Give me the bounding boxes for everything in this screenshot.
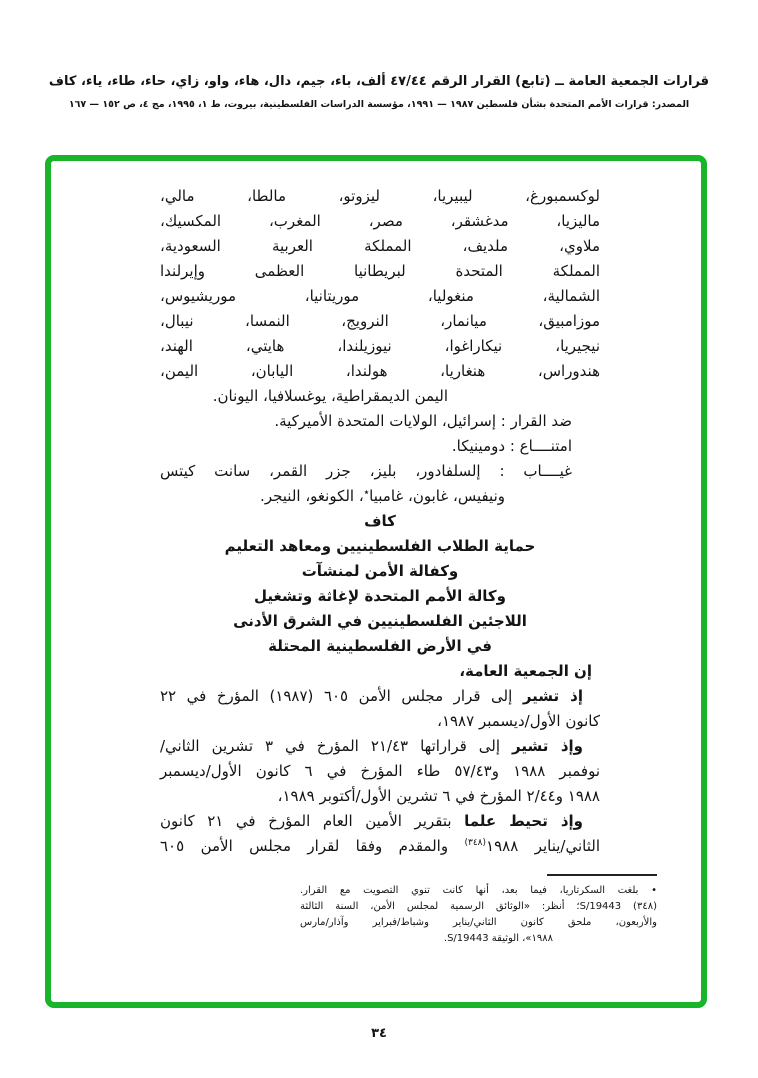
page-number: ٣٤	[371, 1026, 387, 1041]
vote-absent-countries: إلسلفادور، بليز، جزر القمر، سانت كيتس	[160, 462, 481, 480]
vote-absent-line-1	[160, 459, 572, 484]
vote-absent-label: غيــــاب	[523, 462, 572, 480]
footnotes	[300, 883, 657, 947]
in-favour-line: ملاوي، ملديف، المملكة العربية السعودية،	[160, 237, 600, 255]
recital-text: الثاني/يناير ١٩٨٨	[486, 837, 600, 855]
section-letter: كاف	[364, 512, 396, 530]
footnote-star	[300, 883, 657, 899]
recital-lead: وإذ تحيط علما	[464, 812, 584, 830]
in-favour-line: لوكسمبورغ، ليبيريا، ليزوتو، مالطا، مالي،	[160, 187, 600, 205]
resolution-title-line: في الأرض الفلسطينية المحتلة	[268, 637, 492, 655]
page-header-title: قرارات الجمعية العامة ــ (تابع) القرار الرقم ٤٧/٤٤ ألف، باء، جيم، دال، هاء، واو، زاي، حاء، طاء، ياء، كاف	[48, 74, 710, 89]
vote-abstain-line	[160, 434, 572, 459]
resolution-title-line: حماية الطلاب الفلسطينيين ومعاهد التعليم	[224, 537, 536, 555]
vote-against-countries: إسرائيل، الولايات المتحدة الأميركية.	[274, 412, 496, 430]
recital-2-line-1	[160, 734, 600, 759]
recital-3-line-2	[160, 834, 600, 859]
resolution-title-line: اللاجئين الفلسطينيين في الشرق الأدنى	[233, 612, 527, 630]
vote-abstain-label: امتنــــاع	[519, 437, 572, 455]
footnote-348-line-1: (٣٤٨) S/19443؛ أنظر: «الوثائق الرسمية لمجلس الأمن، السنة الثالثة	[300, 901, 657, 912]
resolution-title-line: وكفالة الأمن لمنشآت	[301, 562, 459, 580]
recital-lead: وإذ تشير	[512, 737, 583, 755]
in-favour-line: ماليزيا، مدغشقر، مصر، المغرب، المكسيك،	[160, 212, 600, 230]
recital-1-line-1	[160, 684, 600, 709]
in-favour-line: موزامبيق، ميانمار، النرويج، النمسا، نيبال،	[160, 312, 600, 330]
vote-separator: :	[496, 412, 511, 430]
recital-2-line-2: نوفمبر ١٩٨٨ و٥٧/٤٣ طاء المؤرخ في ٦ كانون الأول/ديسمبر	[160, 762, 600, 780]
page-header-source: المصدر: قرارات الأمم المتحدة بشأن فلسطين ١٩٨٧ — ١٩٩١، مؤسسة الدراسات الفلسطينية، بيروت، ط ١، ١٩٩٥، مج ٤، ص ١٥٢ — ١٦٧	[68, 99, 690, 110]
footnote-348-line-3: ١٩٨٨»، الوثيقة S/19443.	[443, 933, 553, 944]
footnote-bullet-icon: •	[651, 885, 657, 896]
footnote-reference-348: (٣٤٨)	[464, 838, 487, 848]
document-body	[160, 184, 600, 859]
in-favour-line: الشمالية، منغوليا، موريتانيا، موريشيوس،	[160, 287, 600, 305]
vote-separator: :	[480, 462, 524, 480]
preamble-intro: إن الجمعية العامة،	[459, 662, 592, 680]
recital-text: والمقدم وفقا لقرار مجلس الأمن ٦٠٥	[160, 837, 465, 855]
footnote-divider	[547, 874, 657, 876]
in-favour-line: نيجيريا، نيكاراغوا، نيوزيلندا، هايتي، الهند،	[160, 337, 600, 355]
recital-2-line-3: ١٩٨٨ و٢/٤٤ المؤرخ في ٦ تشرين الأول/أكتوبر ١٩٨٩،	[277, 787, 600, 805]
recital-1-line-2: كانون الأول/ديسمبر ١٩٨٧،	[437, 712, 600, 730]
recital-text: إلى قرار مجلس الأمن ٦٠٥ (١٩٨٧) المؤرخ في ٢٢	[160, 687, 523, 705]
recital-text: بتقرير الأمين العام المؤرخ في ٢١ كانون	[160, 812, 465, 830]
in-favour-line: المملكة المتحدة لبريطانيا العظمى وإيرلندا	[160, 262, 600, 280]
asterisk-footnote-marker: ٭	[363, 487, 370, 498]
vote-separator: :	[505, 437, 520, 455]
recital-3-line-1	[160, 809, 600, 834]
recital-text: إلى قراراتها ٢١/٤٣ المؤرخ في ٣ تشرين الثاني/	[160, 737, 513, 755]
recital-lead: إذ تشير	[522, 687, 583, 705]
vote-absent-countries: ونيفيس، غابون، غامبيا	[369, 487, 505, 505]
in-favour-line-last: اليمن الديمقراطية، يوغسلافيا، اليونان.	[212, 387, 448, 405]
vote-against-label: ضد القرار	[510, 412, 572, 430]
resolution-title-line: وكالة الأمم المتحدة لإغاثة وتشغيل	[254, 587, 506, 605]
in-favour-line: هندوراس، هنغاريا، هولندا، اليابان، اليمن،	[160, 362, 600, 380]
vote-against-line	[160, 409, 572, 434]
footnote-348-line-2: والأربعون، ملحق كانون الثاني/يناير وشباط/فبراير وآذار/مارس	[300, 917, 657, 928]
vote-abstain-countries: دومينيكا.	[451, 437, 506, 455]
vote-absent-line-2	[160, 484, 505, 509]
vote-absent-countries: ، الكونغو، النيجر.	[260, 487, 364, 505]
footnote-star-text: بلغت السكرتاريا، فيما بعد، أنها كانت تنوي التصويت مع القرار.	[300, 885, 652, 896]
